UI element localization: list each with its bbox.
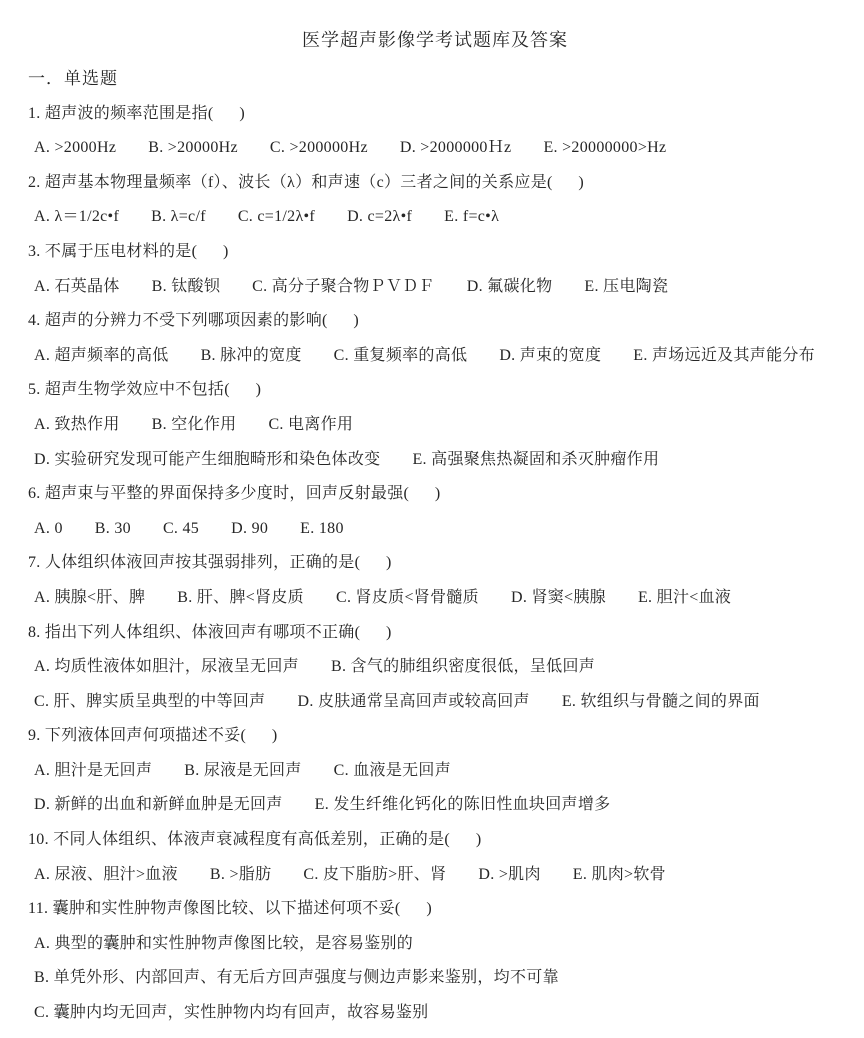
- option-item: C. c=1/2λ•f: [237, 208, 316, 226]
- option-item: E. 压电陶瓷: [584, 277, 669, 295]
- option-item: A. 典型的囊肿和实性肿物声像图比较，是容易鉴别的: [34, 934, 414, 952]
- option-item: B. 脉冲的宽度: [200, 346, 302, 364]
- option-item: C. 电离作用: [268, 415, 354, 433]
- option-item: E. 肌肉>软骨: [572, 865, 666, 883]
- question-stem: 6. 超声束与平整的界面保持多少度时，回声反射最强( ): [28, 485, 441, 503]
- options-line: [28, 512, 842, 547]
- option-item: B. 钛酸钡: [151, 277, 221, 295]
- options-line: [28, 961, 842, 996]
- option-item: B. >20000Hz: [148, 139, 238, 157]
- option-item: C. 皮下脂肪>肝、肾: [303, 865, 447, 883]
- options-line: [28, 788, 842, 823]
- option-item: A. λ＝1/2c•f: [34, 208, 120, 226]
- option-item: C. 囊肿内均无回声，实性肿物内均有回声，故容易鉴别: [34, 1004, 429, 1022]
- option-item: D. 新鲜的出血和新鲜血肿是无回声: [34, 796, 283, 814]
- options-line: [28, 927, 842, 962]
- question-stem: 5. 超声生物学效应中不包括( ): [28, 381, 262, 399]
- options-line: [28, 270, 842, 305]
- section-heading: 一．单选题: [28, 69, 118, 88]
- option-item: B. 含气的肺组织密度很低，呈低回声: [330, 658, 596, 676]
- options-line: [28, 581, 842, 616]
- options-line: [28, 408, 842, 443]
- option-item: B. 尿液是无回声: [184, 761, 302, 779]
- option-item: D. c=2λ•f: [347, 208, 413, 226]
- question-stem: 9. 下列液体回声何项描述不妥( ): [28, 727, 278, 745]
- option-item: C. 45: [162, 519, 200, 537]
- option-item: D. 皮肤通常呈高回声或较高回声: [297, 692, 530, 710]
- option-item: C. 血液是无回声: [333, 761, 452, 779]
- option-item: D. >2000000Ｈz: [399, 139, 512, 157]
- page-title: 医学超声影像学考试题库及答案: [302, 30, 568, 50]
- option-item: B. 空化作用: [151, 415, 237, 433]
- option-item: C. 高分子聚合物ＰＶＤＦ: [252, 277, 435, 295]
- option-item: E. f=c•λ: [444, 208, 500, 226]
- question-stem: 7. 人体组织体液回声按其强弱排列，正确的是( ): [28, 554, 392, 572]
- option-item: A. 石英晶体: [34, 277, 120, 295]
- option-item: A. 致热作用: [34, 415, 120, 433]
- options-line: [28, 131, 842, 166]
- option-item: B. 肝、脾<肾皮质: [177, 588, 304, 606]
- option-item: D. >肌肉: [478, 865, 541, 883]
- options-line: [28, 996, 842, 1031]
- option-item: E. 软组织与骨髓之间的界面: [561, 692, 760, 710]
- option-item: E. 声场远近及其声能分布: [633, 346, 815, 364]
- option-item: B. λ=c/f: [151, 208, 206, 226]
- option-item: A. 均质性液体如胆汁，尿液呈无回声: [34, 658, 299, 676]
- options-line: [28, 754, 842, 789]
- options-line: [28, 650, 842, 685]
- question-stem: 8. 指出下列人体组织、体液回声有哪项不正确( ): [28, 623, 392, 641]
- question-stem: 4. 超声的分辨力不受下列哪项因素的影响( ): [28, 312, 360, 330]
- option-item: D. 肾窦<胰腺: [510, 588, 606, 606]
- option-item: D. 氟碳化物: [466, 277, 553, 295]
- option-item: E. >20000000>Hz: [543, 139, 667, 157]
- question-stem: 11. 囊肿和实性肿物声像图比较、以下描述何项不妥( ): [28, 900, 432, 918]
- question-stem: 1. 超声波的频率范围是指( ): [28, 104, 245, 122]
- options-line: [28, 858, 842, 893]
- option-item: A. 超声频率的高低: [34, 346, 169, 364]
- option-item: D. 实验研究发现可能产生细胞畸形和染色体改变: [34, 450, 381, 468]
- option-item: E. 发生纤维化钙化的陈旧性血块回声增多: [314, 796, 611, 814]
- question-stem: 10. 不同人体组织、体液声衰减程度有高低差别，正确的是( ): [28, 831, 482, 849]
- option-item: D. 90: [231, 519, 269, 537]
- option-item: C. 肝、脾实质呈典型的中等回声: [34, 692, 266, 710]
- option-item: C. >200000Hz: [269, 139, 368, 157]
- option-item: A. >2000Hz: [34, 139, 117, 157]
- option-item: A. 胰腺<肝、脾: [34, 588, 146, 606]
- option-item: E. 180: [300, 519, 344, 537]
- option-item: E. 胆汁<血液: [637, 588, 732, 606]
- option-item: C. 肾皮质<肾骨髓质: [335, 588, 479, 606]
- options-line: [28, 685, 842, 720]
- option-item: A. 胆汁是无回声: [34, 761, 153, 779]
- options-line: [28, 443, 842, 478]
- option-item: C. 重复频率的高低: [333, 346, 468, 364]
- question-list: [28, 97, 842, 1031]
- option-item: B. 单凭外形、内部回声、有无后方回声强度与侧边声影来鉴别，均不可靠: [34, 969, 559, 987]
- option-item: D. 声束的宽度: [499, 346, 602, 364]
- option-item: E. 高强聚焦热凝固和杀灭肿瘤作用: [412, 450, 660, 468]
- options-line: [28, 200, 842, 235]
- option-item: A. 0: [34, 519, 63, 537]
- options-line: [28, 339, 842, 374]
- question-stem: 3. 不属于压电材料的是( ): [28, 242, 229, 260]
- option-item: B. 30: [94, 519, 131, 537]
- option-item: B. >脂肪: [209, 865, 272, 883]
- option-item: A. 尿液、胆汁>血液: [34, 865, 178, 883]
- question-stem: 2. 超声基本物理量频率（f）、波长（λ）和声速（c）三者之间的关系应是( ): [28, 173, 585, 191]
